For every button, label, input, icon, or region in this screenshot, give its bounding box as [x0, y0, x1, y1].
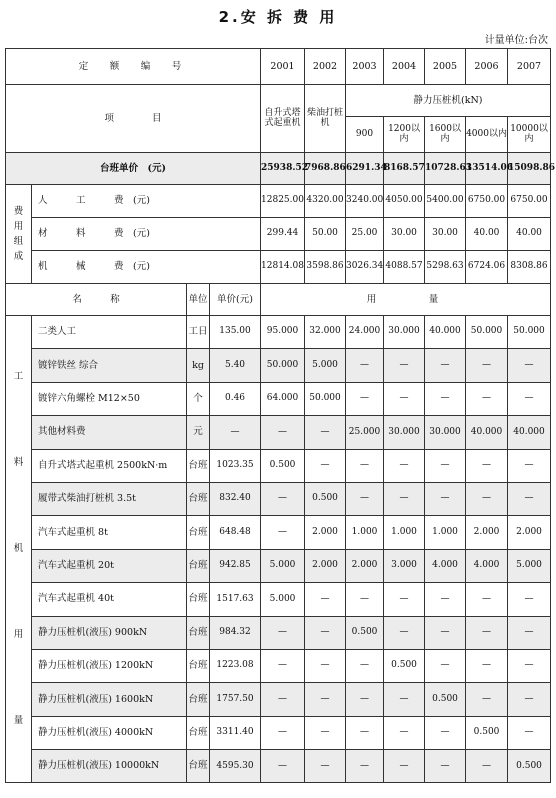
item-usage-value: 40.000: [425, 316, 466, 349]
item-usage-value: —: [384, 750, 425, 783]
item-usage-value: 64.000: [261, 382, 305, 415]
item-usage-value: 40.000: [466, 416, 508, 449]
item-usage-value: —: [305, 616, 346, 649]
item-price: 1223.08: [210, 649, 261, 682]
item-price: 135.00: [210, 316, 261, 349]
page-title: 2.安 拆 费 用: [218, 8, 338, 26]
item-usage-value: 2.000: [508, 516, 551, 549]
item-usage-value: 0.500: [466, 716, 508, 749]
item-price: 984.32: [210, 616, 261, 649]
item-usage-value: —: [508, 382, 551, 415]
side-label: 用: [13, 629, 24, 641]
item-name: 静力压桩机(液压) 1600kN: [32, 683, 187, 716]
item-unit: 台班: [187, 583, 210, 616]
code-cell: 2002: [305, 49, 346, 85]
item-name: 履带式柴油打桩机 3.5t: [32, 482, 187, 515]
item-usage-value: 0.500: [346, 616, 384, 649]
unit-price-value: 13514.06: [466, 153, 508, 185]
item-usage-value: 50.000: [305, 382, 346, 415]
items-usage-header: 用 量: [261, 284, 551, 316]
item-usage-value: —: [425, 482, 466, 515]
item-usage-value: —: [466, 349, 508, 382]
item-usage-value: 2.000: [466, 516, 508, 549]
item-usage-value: —: [384, 716, 425, 749]
composition-value: 6724.06: [466, 251, 508, 284]
item-usage-value: 40.000: [508, 416, 551, 449]
unit-price-value: 15098.86: [508, 153, 551, 185]
item-usage-value: —: [508, 482, 551, 515]
unit-price-value: 6291.34: [346, 153, 384, 185]
item-usage-value: 32.000: [305, 316, 346, 349]
side-label: 机: [13, 543, 24, 555]
item-usage-value: —: [384, 482, 425, 515]
item-name: 汽车式起重机 40t: [32, 583, 187, 616]
item-row: [6, 649, 551, 682]
composition-value: 5400.00: [425, 185, 466, 218]
item-usage-value: —: [425, 449, 466, 482]
col-diesel-pile: 柴油打桩机: [305, 85, 346, 153]
item-name: 静力压桩机(液压) 1200kN: [32, 649, 187, 682]
item-row: [6, 482, 551, 515]
item-usage-value: —: [346, 683, 384, 716]
item-usage-value: —: [384, 683, 425, 716]
item-name: 二类人工: [32, 316, 187, 349]
item-usage-value: 30.000: [425, 416, 466, 449]
item-usage-value: —: [384, 616, 425, 649]
item-usage-value: —: [346, 482, 384, 515]
composition-name: 机 械 费 (元): [32, 251, 261, 284]
item-usage-value: —: [305, 683, 346, 716]
item-usage-value: 0.500: [305, 482, 346, 515]
item-usage-value: —: [508, 449, 551, 482]
composition-value: 40.00: [466, 218, 508, 251]
item-name: 自升式塔式起重机 2500kN·m: [32, 449, 187, 482]
item-usage-value: —: [508, 649, 551, 682]
code-cell: 2003: [346, 49, 384, 85]
side-label: 量: [13, 715, 24, 727]
composition-value: 3598.86: [305, 251, 346, 284]
quota-table: [5, 48, 555, 783]
item-usage-value: —: [508, 683, 551, 716]
item-usage-value: —: [508, 583, 551, 616]
item-name: 静力压桩机(液压) 4000kN: [32, 716, 187, 749]
item-name: 静力压桩机(液压) 900kN: [32, 616, 187, 649]
composition-row: [6, 185, 551, 218]
items-header-row: [6, 284, 551, 316]
composition-row: [6, 251, 551, 284]
composition-value: 12825.00: [261, 185, 305, 218]
sub-header: 10000以内: [508, 117, 551, 153]
item-row: [6, 549, 551, 582]
item-usage-value: 0.500: [425, 683, 466, 716]
item-usage-value: 1.000: [425, 516, 466, 549]
unit-price-value: 8168.57: [384, 153, 425, 185]
item-usage-value: —: [508, 616, 551, 649]
item-unit: 台班: [187, 482, 210, 515]
item-row: [6, 716, 551, 749]
item-usage-value: 3.000: [384, 549, 425, 582]
item-usage-value: —: [466, 616, 508, 649]
item-usage-value: 30.000: [384, 416, 425, 449]
item-usage-value: —: [508, 349, 551, 382]
item-usage-value: —: [346, 449, 384, 482]
composition-value: 6750.00: [508, 185, 551, 218]
composition-value: 5298.63: [425, 251, 466, 284]
item-usage-value: 0.500: [508, 750, 551, 783]
item-usage-value: 1.000: [346, 516, 384, 549]
composition-name: 材 料 费 (元): [32, 218, 261, 251]
item-unit: 台班: [187, 716, 210, 749]
item-usage-value: —: [305, 416, 346, 449]
unit-price-row: [6, 153, 551, 185]
item-usage-value: 0.500: [261, 449, 305, 482]
item-usage-value: 50.000: [261, 349, 305, 382]
item-name: 汽车式起重机 20t: [32, 549, 187, 582]
quota-code-row: [6, 49, 551, 85]
item-usage-value: —: [425, 716, 466, 749]
sub-header: 900: [346, 117, 384, 153]
item-usage-value: —: [425, 750, 466, 783]
item-name: 镀锌铁丝 综合: [32, 349, 187, 382]
unit-price-value: 7968.86: [305, 153, 346, 185]
item-row: [6, 449, 551, 482]
item-usage-value: —: [425, 649, 466, 682]
item-usage-value: 2.000: [305, 549, 346, 582]
item-usage-value: —: [346, 382, 384, 415]
code-cell: 2006: [466, 49, 508, 85]
composition-value: 3240.00: [346, 185, 384, 218]
item-usage-value: —: [384, 583, 425, 616]
item-unit: 台班: [187, 683, 210, 716]
item-price: 648.48: [210, 516, 261, 549]
code-cell: 2007: [508, 49, 551, 85]
composition-value: 3026.34: [346, 251, 384, 284]
item-usage-value: —: [466, 449, 508, 482]
item-usage-value: —: [425, 583, 466, 616]
item-row: [6, 382, 551, 415]
item-usage-value: —: [466, 750, 508, 783]
item-usage-value: —: [466, 382, 508, 415]
item-usage-value: 5.000: [305, 349, 346, 382]
composition-name: 人 工 费 (元): [32, 185, 261, 218]
item-usage-value: 50.000: [508, 316, 551, 349]
item-usage-value: —: [346, 750, 384, 783]
item-usage-value: —: [508, 716, 551, 749]
item-unit: kg: [187, 349, 210, 382]
item-usage-value: 1.000: [384, 516, 425, 549]
item-usage-value: 50.000: [466, 316, 508, 349]
item-usage-value: —: [261, 683, 305, 716]
item-row: [6, 750, 551, 783]
item-usage-value: 24.000: [346, 316, 384, 349]
item-name: 其他材料费: [32, 416, 187, 449]
item-usage-value: —: [346, 583, 384, 616]
item-row: [6, 683, 551, 716]
item-price: —: [210, 416, 261, 449]
item-name: 汽车式起重机 8t: [32, 516, 187, 549]
item-usage-value: —: [305, 716, 346, 749]
composition-value: 30.00: [384, 218, 425, 251]
item-unit: 工日: [187, 316, 210, 349]
item-unit: 台班: [187, 449, 210, 482]
item-price: 832.40: [210, 482, 261, 515]
item-usage-value: —: [384, 449, 425, 482]
item-usage-value: —: [261, 649, 305, 682]
item-usage-value: —: [261, 616, 305, 649]
unit-price-label: 台班单价 (元): [6, 153, 261, 185]
item-usage-value: —: [425, 349, 466, 382]
item-price: 1023.35: [210, 449, 261, 482]
items-unit-header: 单位: [187, 284, 210, 316]
item-usage-value: —: [261, 482, 305, 515]
item-usage-value: —: [305, 449, 346, 482]
composition-value: 299.44: [261, 218, 305, 251]
composition-value: 6750.00: [466, 185, 508, 218]
item-usage-value: —: [425, 616, 466, 649]
code-cell: 2005: [425, 49, 466, 85]
composition-value: 8308.86: [508, 251, 551, 284]
item-name: 镀锌六角螺栓 M12×50: [32, 382, 187, 415]
composition-value: 50.00: [305, 218, 346, 251]
item-usage-value: 95.000: [261, 316, 305, 349]
items-price-header: 单价(元): [210, 284, 261, 316]
item-usage-value: —: [346, 349, 384, 382]
item-usage-value: —: [384, 349, 425, 382]
composition-value: 4050.00: [384, 185, 425, 218]
item-row: [6, 516, 551, 549]
composition-group-label: 费用组成: [6, 185, 32, 284]
items-name-header: 名 称: [6, 284, 187, 316]
item-unit: 个: [187, 382, 210, 415]
item-price: 4595.30: [210, 750, 261, 783]
item-unit: 台班: [187, 516, 210, 549]
item-row: [6, 316, 551, 349]
unit-price-value: 10728.63: [425, 153, 466, 185]
item-usage-value: 30.000: [384, 316, 425, 349]
item-label: 项 目: [6, 85, 261, 153]
item-name: 静力压桩机(液压) 10000kN: [32, 750, 187, 783]
sub-header: 1200以内: [384, 117, 425, 153]
composition-value: 4320.00: [305, 185, 346, 218]
item-row: [6, 583, 551, 616]
item-unit: 台班: [187, 649, 210, 682]
item-usage-value: 4.000: [466, 549, 508, 582]
unit-price-value: 25938.52: [261, 153, 305, 185]
item-usage-value: 0.500: [384, 649, 425, 682]
item-usage-value: —: [346, 716, 384, 749]
item-usage-value: —: [261, 516, 305, 549]
item-usage-value: —: [384, 382, 425, 415]
composition-value: 25.00: [346, 218, 384, 251]
item-usage-value: 5.000: [261, 549, 305, 582]
item-usage-value: —: [305, 649, 346, 682]
item-usage-value: —: [305, 583, 346, 616]
item-usage-value: —: [261, 750, 305, 783]
composition-row: [6, 218, 551, 251]
item-row: [6, 416, 551, 449]
item-price: 3311.40: [210, 716, 261, 749]
item-price: 1517.63: [210, 583, 261, 616]
item-usage-value: —: [466, 683, 508, 716]
side-label-column: [6, 316, 32, 783]
side-label: 料: [13, 457, 24, 469]
item-row: [6, 616, 551, 649]
item-price: 0.46: [210, 382, 261, 415]
item-usage-value: —: [261, 416, 305, 449]
code-cell: 2004: [384, 49, 425, 85]
item-unit: 台班: [187, 549, 210, 582]
side-label: 工: [13, 371, 24, 383]
composition-value: 12814.08: [261, 251, 305, 284]
sub-header: 1600以内: [425, 117, 466, 153]
item-usage-value: —: [425, 382, 466, 415]
item-usage-value: —: [466, 583, 508, 616]
unit-note: 计量单位:台次: [484, 35, 548, 46]
item-usage-value: 5.000: [261, 583, 305, 616]
code-cell: 2001: [261, 49, 305, 85]
static-group-header: 静力压桩机(kN): [346, 85, 551, 117]
item-usage-value: —: [346, 649, 384, 682]
composition-value: 4088.57: [384, 251, 425, 284]
composition-value: 30.00: [425, 218, 466, 251]
item-usage-value: —: [305, 750, 346, 783]
sub-header: 4000以内: [466, 117, 508, 153]
item-usage-value: —: [261, 716, 305, 749]
item-unit: 元: [187, 416, 210, 449]
item-usage-value: 2.000: [346, 549, 384, 582]
item-usage-value: 4.000: [425, 549, 466, 582]
item-price: 942.85: [210, 549, 261, 582]
composition-value: 40.00: [508, 218, 551, 251]
item-usage-value: —: [466, 649, 508, 682]
item-price: 1757.50: [210, 683, 261, 716]
item-usage-value: —: [466, 482, 508, 515]
item-unit: 台班: [187, 616, 210, 649]
item-usage-value: 5.000: [508, 549, 551, 582]
col-tower-crane: 自升式塔式起重机: [261, 85, 305, 153]
quota-label: 定 额 编 号: [6, 49, 261, 85]
item-price: 5.40: [210, 349, 261, 382]
header-row-top: [6, 85, 551, 117]
item-unit: 台班: [187, 750, 210, 783]
item-usage-value: 25.000: [346, 416, 384, 449]
item-row: [6, 349, 551, 382]
item-usage-value: 2.000: [305, 516, 346, 549]
